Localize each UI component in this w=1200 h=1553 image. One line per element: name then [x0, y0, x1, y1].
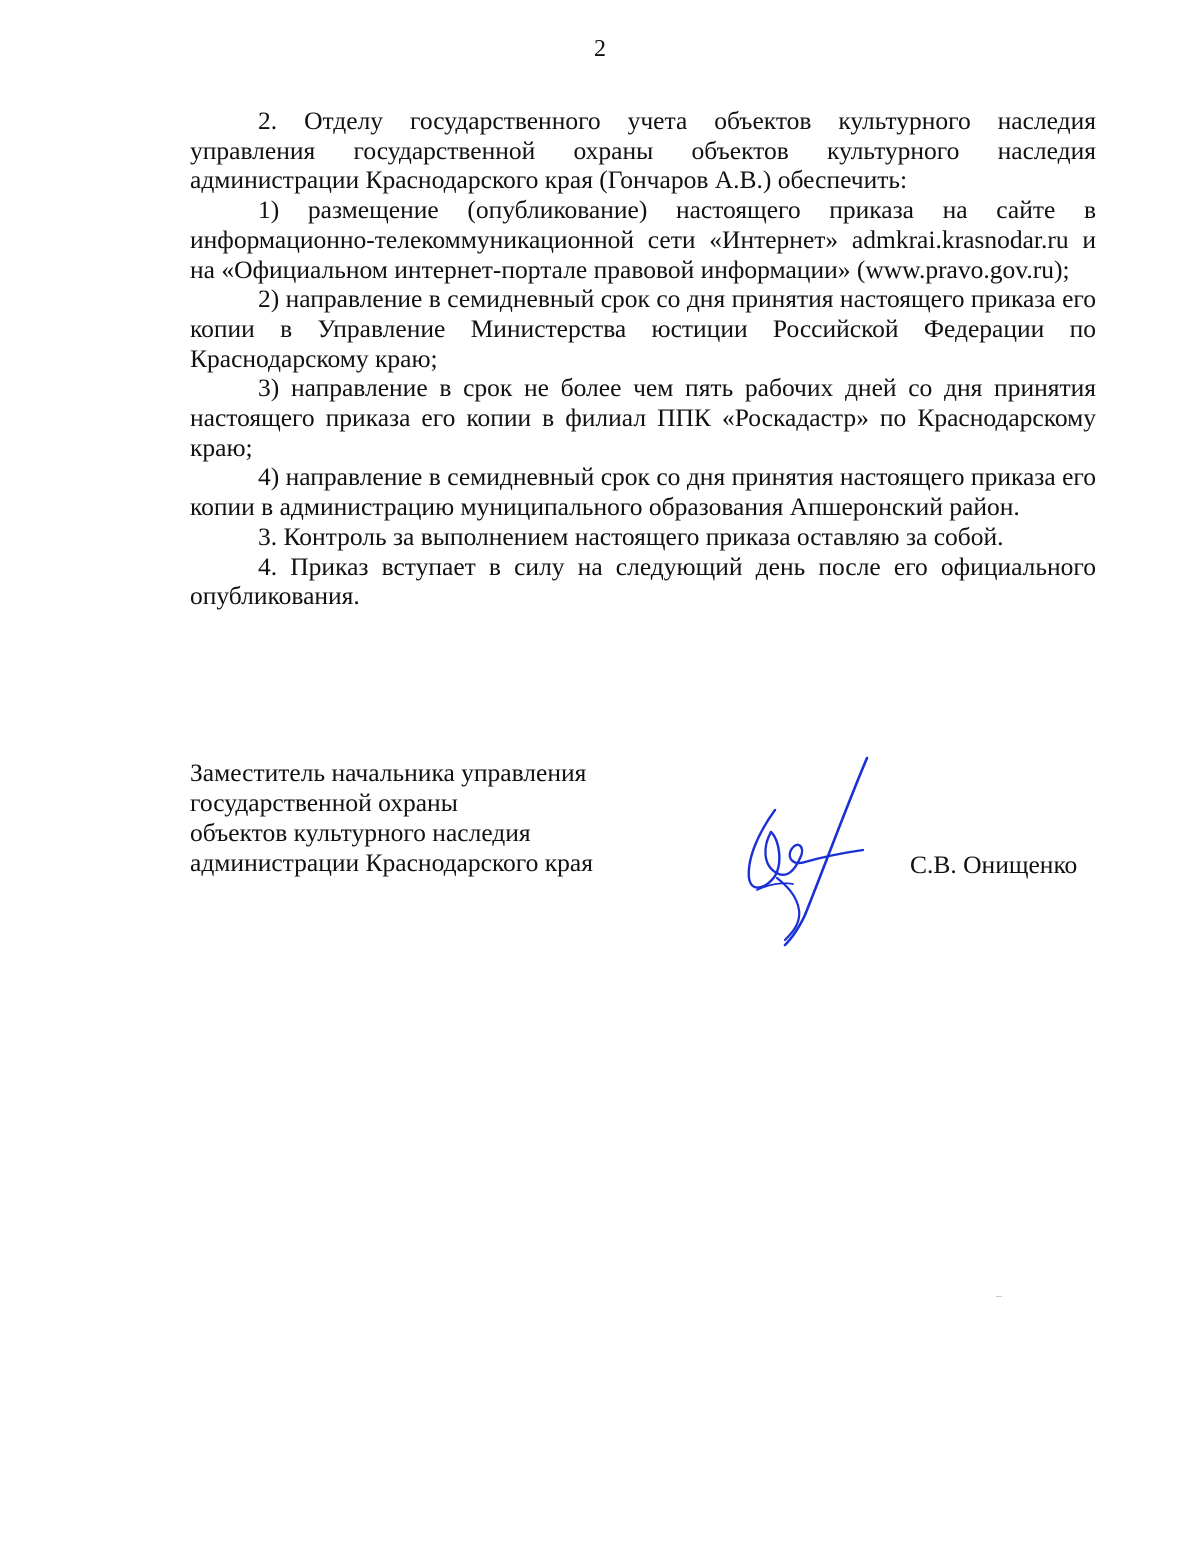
signer-position-line: Заместитель начальника управления [190, 758, 587, 787]
signer-position-line: администрации Краснодарского края [190, 848, 593, 877]
scan-speck [996, 1296, 1002, 1297]
paragraph-subitem-1: 1) размещение (опубликование) настоящего приказа на сайте в информационно-телекоммуникационной сети «Интернет» admkrai.krasnodar.ru и на «Официальном интернет-портале правовой информации» (www.pravo.gov.ru); [190, 195, 1096, 284]
paragraph-item-2: 2. Отделу государственного учета объектов культурного наследия управления государственной охраны объектов культурного наследия администрации Краснодарского края (Гончаров А.В.) обеспечить: [190, 106, 1096, 195]
document-body [190, 106, 1096, 611]
paragraph-item-4: 4. Приказ вступает в силу на следующий день после его официального опубликования. [190, 551, 1096, 611]
signer-position [190, 758, 710, 878]
paragraph-subitem-4: 4) направление в семидневный срок со дня принятия настоящего приказа его копии в администрацию муниципального образования Апшеронский район. [190, 462, 1096, 522]
signer-position-line: объектов культурного наследия [190, 818, 531, 847]
paragraph-subitem-2: 2) направление в семидневный срок со дня принятия настоящего приказа его копии в Управление Министерства юстиции Российской Федерации по Краснодарскому краю; [190, 284, 1096, 373]
signer-name: С.В. Онищенко [910, 850, 1078, 879]
paragraph-item-3: 3. Контроль за выполнением настоящего приказа оставляю за собой. [258, 521, 1004, 551]
signer-position-line: государственной охраны [190, 788, 458, 817]
paragraph-subitem-3: 3) направление в срок не более чем пять рабочих дней со дня принятия настоящего приказа его копии в филиал ППК «Роскадастр» по Краснодарскому краю; [190, 373, 1096, 462]
page-number: 2 [594, 36, 606, 62]
handwritten-signature [735, 750, 875, 950]
